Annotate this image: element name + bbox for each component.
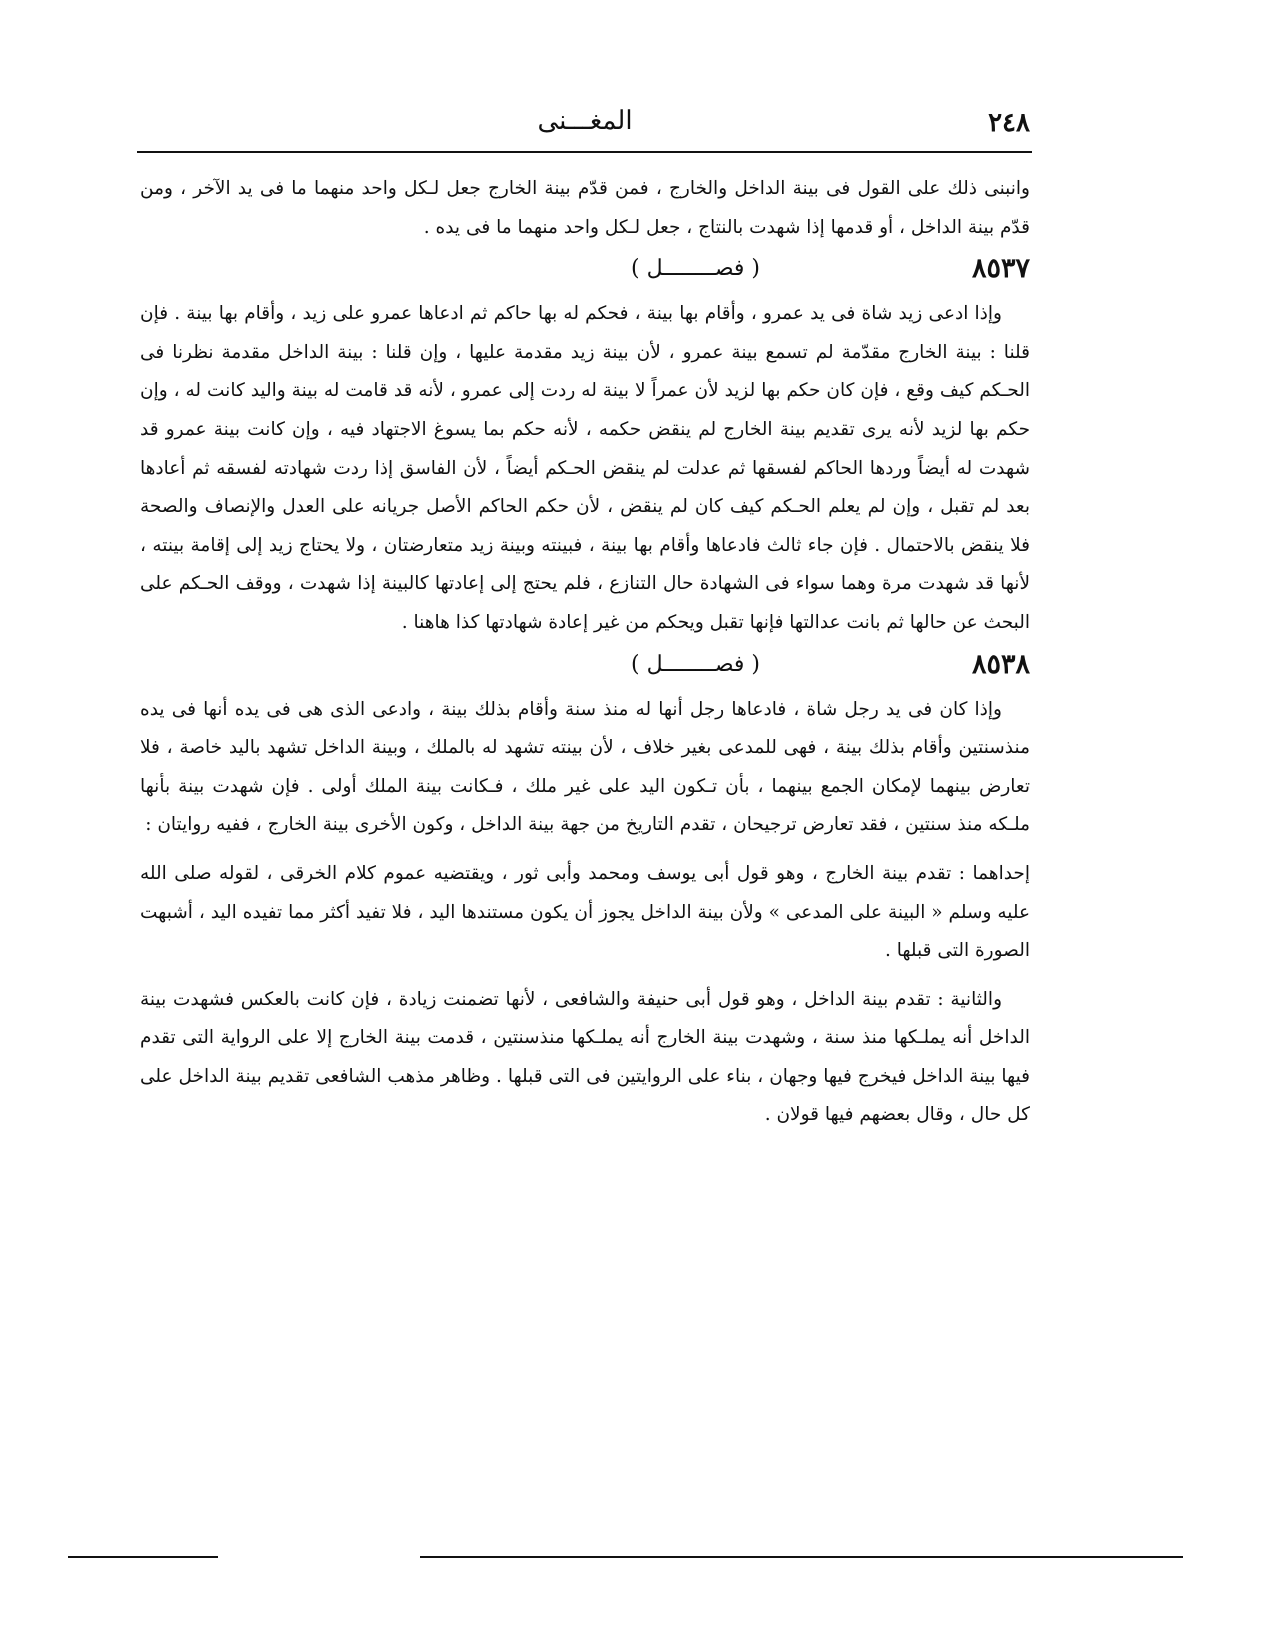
paragraph-8538-1: وإذا كان فى يد رجل شاة ، فادعاها رجل أنها له منذ سنة وأقام بذلك بينة ، وادعى الذى هى فى يده أنها فى يده منذسنتين وأقام بذلك بينة ، فهى للمدعى بغير خلاف ، لأن بينته تشهد له بالملك ، وبينة الداخل تشهد باليد خاصة ، فلا تعارض بينهما لإمكان الجمع بينهما ، بأن تـكون اليد على غير ملك ، فـكانت بينة الملك أولى . فإن شهدت بينة بأنها ملـكه منذ سنتين ، فقد تعارض ترجيحان ، تقدم التاريخ من جهة بينة الداخل ، وكون الأخرى بينة الخارج ، ففيه روايتان : [140, 698, 1030, 836]
paragraph-8538-2: إحداهما : تقدم بينة الخارج ، وهو قول أبى يوسف ومحمد وأبى ثور ، ويقتضيه عموم كلام الخرقى ، لقوله صلى الله عليه وسلم « البينة على المدعى » ولأن بينة الداخل يجوز أن يكون مستندها اليد ، فلا تفيد أكثر مما تفيده اليد ، أشبهت الصورة التى قبلها . [140, 862, 1030, 962]
main-text [140, 170, 1030, 1135]
footnote-rule-right [420, 1556, 1183, 1558]
paragraph-8537: وإذا ادعى زيد شاة فى يد عمرو ، وأقام بها بينة ، فحكم له بها حاكم ثم ادعاها عمرو على زيد ، وأقام بها بينة . فإن قلنا : بينة الخارج مقدّمة لم تسمع بينة عمرو ، لأن بينة زيد مقدمة عليها ، وإن قلنا : بينة الداخل مقدمة نظرنا فى الحـكم كيف وقع ، فإن كان حكم بها لزيد لأن عمراً لا بينة له ردت إلى عمرو ، لأنه قد قامت له بينة واليد كانت له ، وإن حكم بها لزيد لأنه يرى تقديم بينة الخارج لم ينقض حكمه ، لأنه حكم بما يسوغ الاجتهاد فيه ، وإن كانت بينة عمرو قد شهدت له أيضاً وردها الحاكم لفسقها ثم عدلت لم ينقض الحـكم أيضاً ، لأن الفاسق إذا ردت شهادته لفسقه ثم أعادها بعد لم تقبل ، وإن لم يعلم الحـكم كيف كان لم ينقض ، لأن حكم الحاكم الأصل جريانه على العدل والإنصاف والصحة فلا ينقض بالاحتمال . فإن جاء ثالث فادعاها وأقام بها بينة ، فبينته وبينة زيد متعارضتان ، ولا يحتاج زيد إلى إقامة بينته ، لأنها قد شهدت مرة وهما سواء فى الشهادة حال التنازع ، فلم يحتج إلى إعادتها كالبينة إذا شهدت ، ووقف الحـكم على البحث عن حالها ثم بانت عدالتها فإنها تقبل ويحكم من غير إعادة شهادتها كذا هاهنا . [140, 303, 1030, 633]
footnote-rule-left [68, 1556, 218, 1558]
section-heading-8537 [140, 249, 1030, 289]
header-rule [137, 151, 1032, 153]
section-number: ٨٥٣٨ [971, 648, 1030, 680]
paragraph-spacer [140, 971, 1030, 981]
page-number: ٢٤٨ [988, 108, 1030, 138]
running-title: المغـــنى [537, 106, 633, 136]
section-label: ( فصــــــــل ) [631, 256, 760, 282]
section-label: ( فصــــــــل ) [631, 651, 760, 677]
section-number: ٨٥٣٧ [971, 253, 1030, 285]
paragraph-8538-3: والثانية : تقدم بينة الداخل ، وهو قول أبى حنيفة والشافعى ، لأنها تضمنت زيادة ، فإن كانت بالعكس فشهدت بينة الداخل أنه يملـكها منذ سنة ، وشهدت بينة الخارج أنه يملـكها منذسنتين ، قدمت بينة الخارج إلا على الرواية التى تقدم فيها بينة الداخل فيخرج فيها وجهان ، بناء على الروايتين فى التى قبلها . وظاهر مذهب الشافعى تقديم بينة الداخل على كل حال ، وقال بعضهم فيها قولان . [140, 988, 1030, 1126]
intro-paragraph: وانبنى ذلك على القول فى بينة الداخل والخارج ، فمن قدّم بينة الخارج جعل لـكل واحد منهما ما فى يد الآخر ، ومن قدّم بينة الداخل ، أو قدمها إذا شهدت بالنتاج ، جعل لـكل واحد منهما ما فى يده . [140, 178, 1030, 238]
page-header [140, 104, 1030, 144]
section-heading-8538 [140, 645, 1030, 685]
paragraph-spacer [140, 845, 1030, 855]
